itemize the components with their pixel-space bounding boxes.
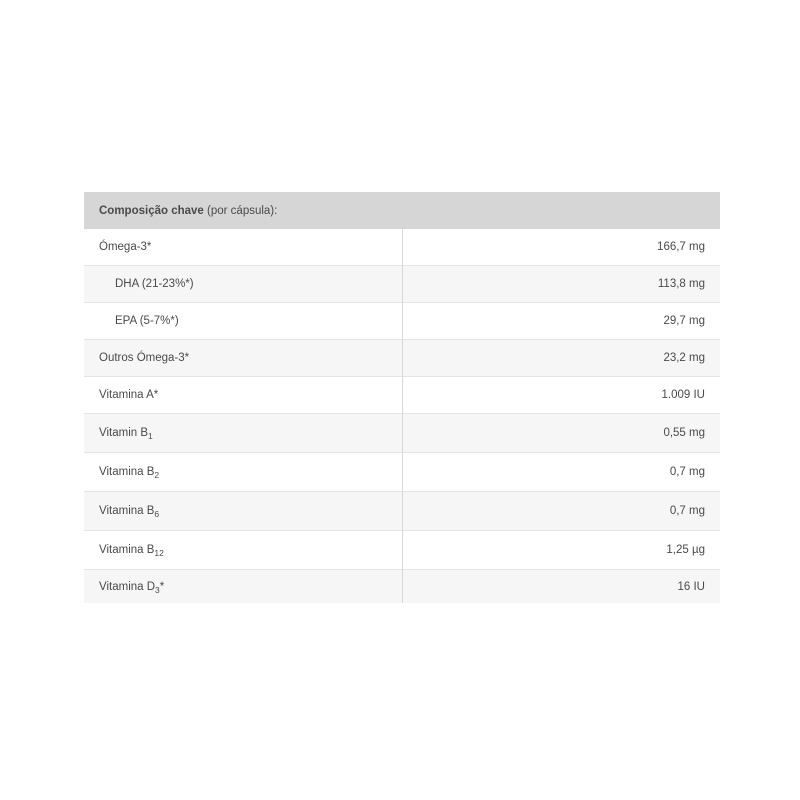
table-row <box>84 340 720 377</box>
composition-table-container <box>84 192 720 603</box>
row-label-subscript: 6 <box>154 509 160 519</box>
table-row <box>84 414 720 453</box>
table-row <box>84 492 720 531</box>
table-row <box>84 453 720 492</box>
row-label <box>84 303 402 340</box>
row-value: 0,55 mg <box>402 414 720 453</box>
row-label <box>84 229 402 266</box>
row-value: 1,25 µg <box>402 531 720 570</box>
header-title-rest: (por cápsula): <box>203 204 278 217</box>
table-row <box>84 303 720 340</box>
table-row <box>84 266 720 303</box>
row-label <box>84 377 402 414</box>
row-label-text: Vitamin B <box>99 427 149 439</box>
row-label-text: Vitamina B <box>99 544 155 556</box>
row-label <box>84 266 402 303</box>
row-label-text: Ómega-3* <box>99 241 152 253</box>
row-label-subscript: 12 <box>154 548 164 558</box>
table-row <box>84 377 720 414</box>
row-label-suffix: * <box>159 580 165 593</box>
composition-table <box>84 192 720 603</box>
table-row <box>84 570 720 604</box>
row-label <box>84 570 402 604</box>
row-label-text: Outros Ómega-3* <box>99 352 190 364</box>
row-label-text: Vitamina B <box>99 466 155 478</box>
table-header-row <box>84 192 720 229</box>
row-value: 1.009 IU <box>402 377 720 414</box>
row-label-text: Vitamina A* <box>99 389 159 401</box>
row-label-subscript: 1 <box>148 431 153 441</box>
row-label <box>84 340 402 377</box>
row-label-text: Vitamina B <box>99 505 155 517</box>
row-label <box>84 414 402 453</box>
row-label-subscript: 3 <box>155 584 160 595</box>
row-label-subscript: 2 <box>154 470 160 480</box>
row-label <box>84 492 402 531</box>
row-label <box>84 453 402 492</box>
row-value: 113,8 mg <box>402 266 720 303</box>
row-value: 166,7 mg <box>402 229 720 266</box>
row-label <box>84 531 402 570</box>
row-value: 16 IU <box>402 570 720 604</box>
row-value: 29,7 mg <box>402 303 720 340</box>
row-label-text: Vitamina D <box>99 580 156 593</box>
table-header <box>84 192 720 229</box>
table-row <box>84 531 720 570</box>
row-value: 0,7 mg <box>402 453 720 492</box>
row-label-text: DHA (21-23%*) <box>115 278 194 290</box>
row-label-text: EPA (5-7%*) <box>115 315 179 327</box>
table-row <box>84 229 720 266</box>
row-value: 23,2 mg <box>402 340 720 377</box>
header-title-bold: Composição chave <box>99 204 204 217</box>
row-value: 0,7 mg <box>402 492 720 531</box>
